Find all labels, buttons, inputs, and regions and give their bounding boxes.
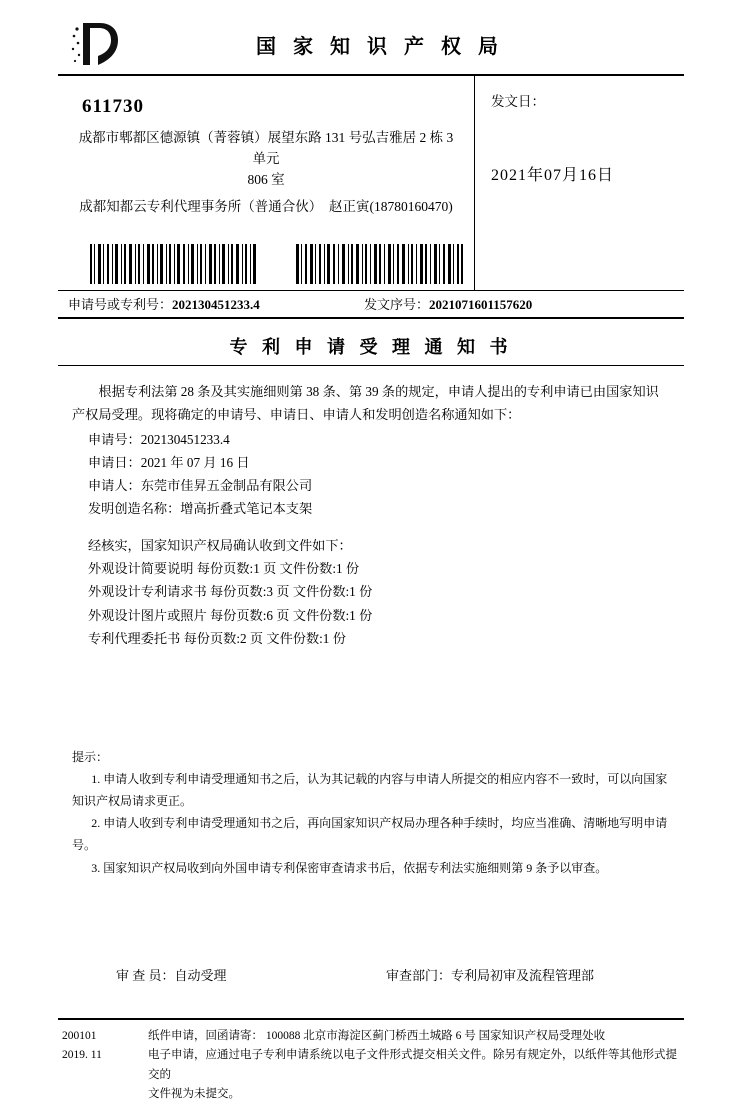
barcode-document xyxy=(296,244,464,284)
address-date-block xyxy=(58,76,684,291)
document-item: 外观设计专利请求书 每份页数:3 页 文件份数:1 份 xyxy=(88,584,373,600)
intro-paragraph: 根据专利法第 28 条及其实施细则第 38 条、第 39 条的规定，申请人提出的专利申请已由国家知识产权局受理。现将确定的申请号、申请日、申请人和发明创造名称通知如下： xyxy=(72,383,659,422)
application-number-cell xyxy=(58,294,354,313)
document-footer xyxy=(58,1018,684,1105)
department-cell xyxy=(372,965,670,984)
notice-title: 专 利 申 请 受 理 通 知 书 xyxy=(58,333,684,366)
footer-code-1: 200101 xyxy=(62,1029,97,1042)
body-spacer xyxy=(72,520,670,534)
examiner-row xyxy=(58,965,684,984)
application-number-value: 202130451233.4 xyxy=(172,297,260,313)
document-item: 外观设计图片或照片 每份页数:6 页 文件份数:1 份 xyxy=(88,607,373,623)
barcode-group xyxy=(90,244,464,284)
footer-line-2: 电子申请，应通过电子专利申请系统以电子文件形式提交相关文件。除另有规定外，以纸件等其他形式提交的 xyxy=(148,1049,677,1081)
send-date-section xyxy=(474,76,692,290)
page-title: 国 家 知 识 产 权 局 xyxy=(256,35,504,58)
agent-line: 成都知都云专利代理事务所（普通合伙） 赵正寅(18780160470) xyxy=(79,198,453,214)
footer-codes xyxy=(58,1027,138,1105)
note-item: 3. 国家知识产权局收到向外国申请专利保密审查请求书后，依据专利法实施细则第 9 条予以审查。 xyxy=(91,860,608,875)
cnipa-emblem-icon xyxy=(70,20,126,68)
note-item: 2. 申请人收到专利申请受理通知书之后，再向国家知识产权局办理各种手续时，均应当准确、清晰地写明申请号。 xyxy=(72,816,668,853)
note-item: 1. 申请人收到专利申请受理通知书之后，认为其记载的内容与申请人所提交的相应内容不一致时，可以向国家知识产权局请求更正。 xyxy=(72,771,668,809)
address-section xyxy=(58,76,474,290)
footer-line-3: 文件视为未提交。 xyxy=(148,1088,240,1101)
barcode-application xyxy=(90,244,258,284)
address-line-1: 成都市郫都区德源镇（菁蓉镇）展望东路 131 号弘吉雅居 2 栋 3 单元 xyxy=(78,130,454,166)
document-number: 611730 xyxy=(82,96,144,117)
document-serial-label: 发文序号： xyxy=(364,297,430,313)
document-serial-value: 2021071601157620 xyxy=(429,297,533,313)
examiner-value: 自动受理 xyxy=(174,967,227,983)
field-application-date: 申请日：2021 年 07 月 16 日 xyxy=(88,454,250,470)
document-item: 外观设计简要说明 每份页数:1 页 文件份数:1 份 xyxy=(88,561,360,577)
document-header xyxy=(58,14,684,76)
footer-line-1: 纸件申请，回函请寄： 100088 北京市海淀区蓟门桥西土城路 6 号 国家知识产权局受理处收 xyxy=(148,1029,606,1042)
department-value: 专利局初审及流程管理部 xyxy=(451,967,595,983)
field-application-number: 申请号：202130451233.4 xyxy=(88,431,230,447)
send-date-value: 2021年07月16日 xyxy=(491,167,615,184)
field-applicant: 申请人：东莞市佳昇五金制品有限公司 xyxy=(88,478,313,494)
verification-intro: 经核实，国家知识产权局确认收到文件如下： xyxy=(88,538,352,554)
examiner-cell xyxy=(72,965,372,984)
examiner-label: 审 查 员： xyxy=(116,967,175,983)
document-page xyxy=(0,14,742,1101)
notice-body xyxy=(58,366,684,650)
address-line-2: 806 室 xyxy=(247,171,285,187)
send-date-label: 发文日： xyxy=(491,94,545,109)
field-invention-name: 发明创造名称：增高折叠式笔记本支架 xyxy=(88,501,313,517)
application-number-row xyxy=(58,291,684,319)
department-label: 审查部门： xyxy=(386,967,452,983)
notes-title: 提示： xyxy=(72,749,109,764)
notes-section xyxy=(58,746,684,879)
footer-code-2: 2019. 11 xyxy=(62,1049,102,1062)
application-number-label: 申请号或专利号： xyxy=(68,297,173,313)
document-serial-cell xyxy=(354,294,684,313)
document-item: 专利代理委托书 每份页数:2 页 文件份数:1 份 xyxy=(88,630,346,646)
footer-text xyxy=(138,1027,684,1105)
